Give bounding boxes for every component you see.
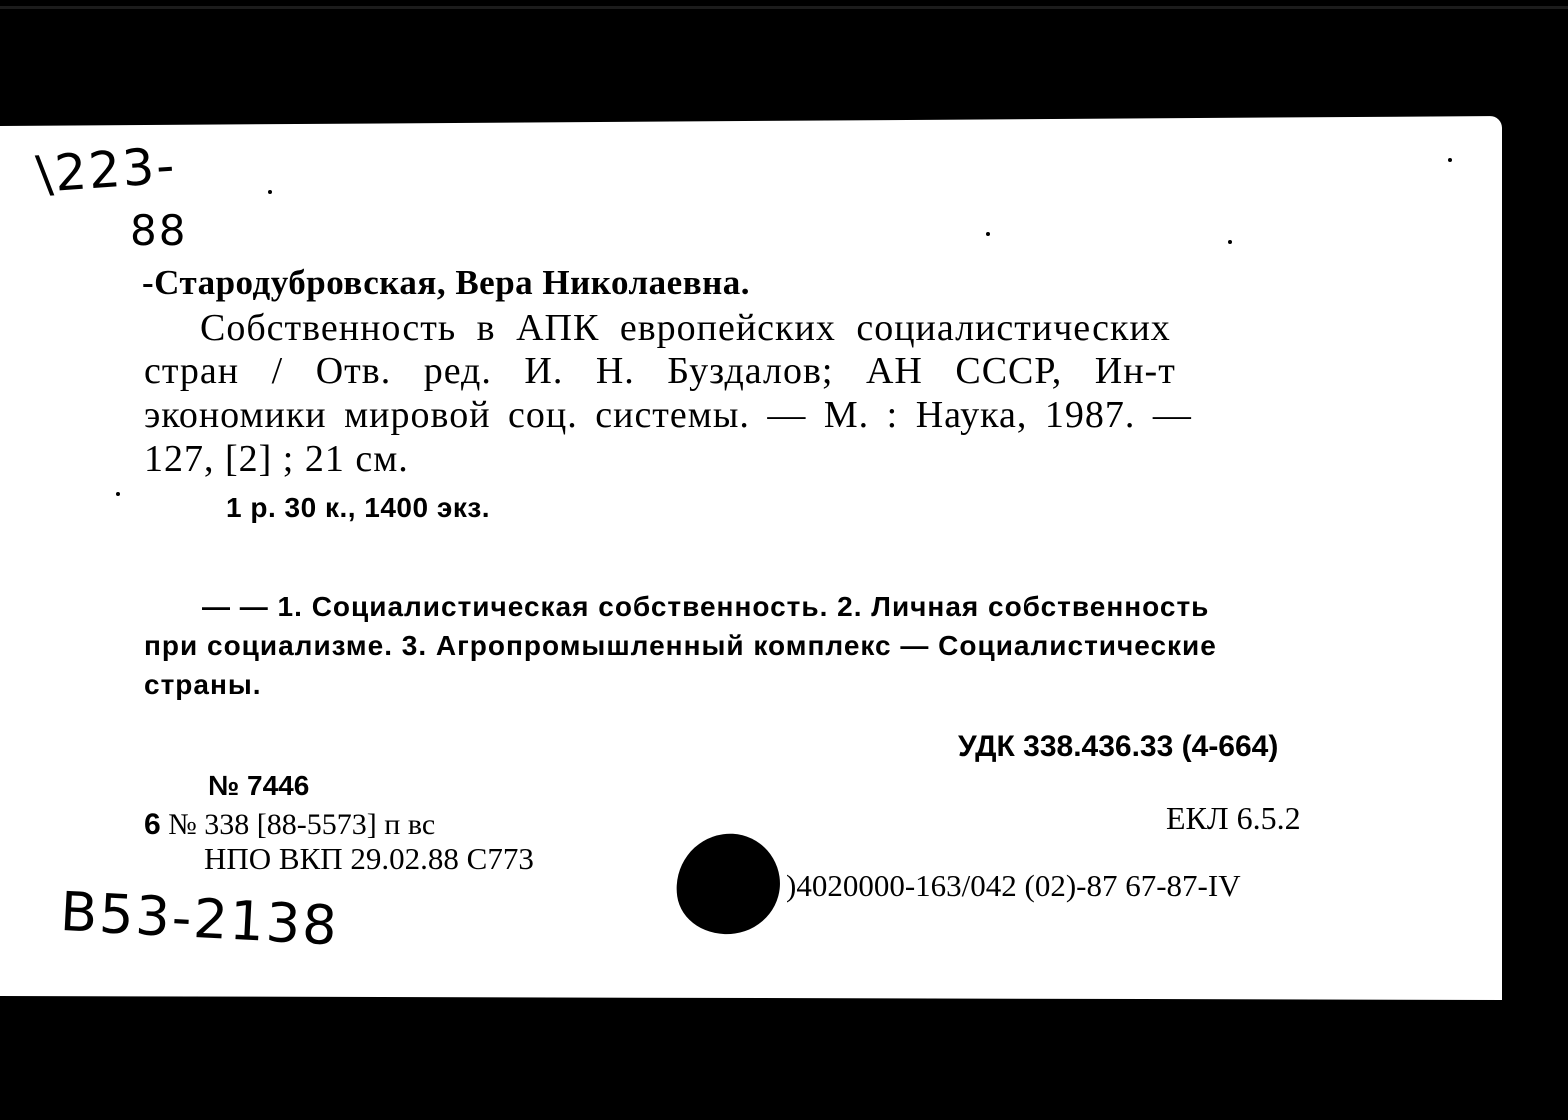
subject-line-3: страны. bbox=[144, 669, 262, 700]
handwritten-shelfmark-bottom: B53-2138 bbox=[58, 880, 341, 958]
speck bbox=[268, 190, 272, 194]
handwritten-shelfmark-top: \223- bbox=[34, 136, 179, 204]
order-prefix: 6 bbox=[144, 808, 161, 841]
description-line-4: 127, [2] ; 21 см. bbox=[144, 438, 409, 480]
udk-classification: УДК 338.436.33 (4-664) bbox=[958, 730, 1279, 763]
speck bbox=[986, 232, 990, 236]
handwritten-shelfmark-year: 88 bbox=[130, 206, 188, 255]
card-number: № 7446 bbox=[208, 770, 310, 801]
order-info bbox=[144, 808, 435, 842]
subject-line-1: — — 1. Социалистическая собственность. 2. Личная собственность bbox=[202, 591, 1210, 622]
description-line-3: экономики мировой соц. системы. — М. : Наука, 1987. — bbox=[144, 394, 1192, 436]
speck bbox=[116, 492, 120, 496]
description-line-2: стран / Отв. ред. И. Н. Буздалов; АН СССР, Ин-т bbox=[144, 350, 1176, 392]
description-line-1: Собственность в АПК европейских социалистических bbox=[200, 307, 1171, 349]
order-details: № 338 [88-5573] п вс bbox=[168, 808, 436, 841]
price-and-print-run: 1 р. 30 к., 1400 экз. bbox=[226, 492, 491, 523]
scanner-top-rule bbox=[0, 6, 1568, 9]
author-heading: -Стародубровская, Вера Николаевна. bbox=[142, 263, 751, 302]
subject-line-2: при социализме. 3. Агропромышленный комплекс — Социалистические bbox=[144, 630, 1217, 661]
speck bbox=[1228, 240, 1232, 244]
ekl-classification: ЕКЛ 6.5.2 bbox=[1166, 800, 1301, 836]
npo-imprint: НПО ВКП 29.02.88 С773 bbox=[204, 841, 534, 876]
publisher-code: )4020000-163/042 (02)-87 67-87-IV bbox=[786, 868, 1241, 903]
speck bbox=[1448, 158, 1452, 162]
